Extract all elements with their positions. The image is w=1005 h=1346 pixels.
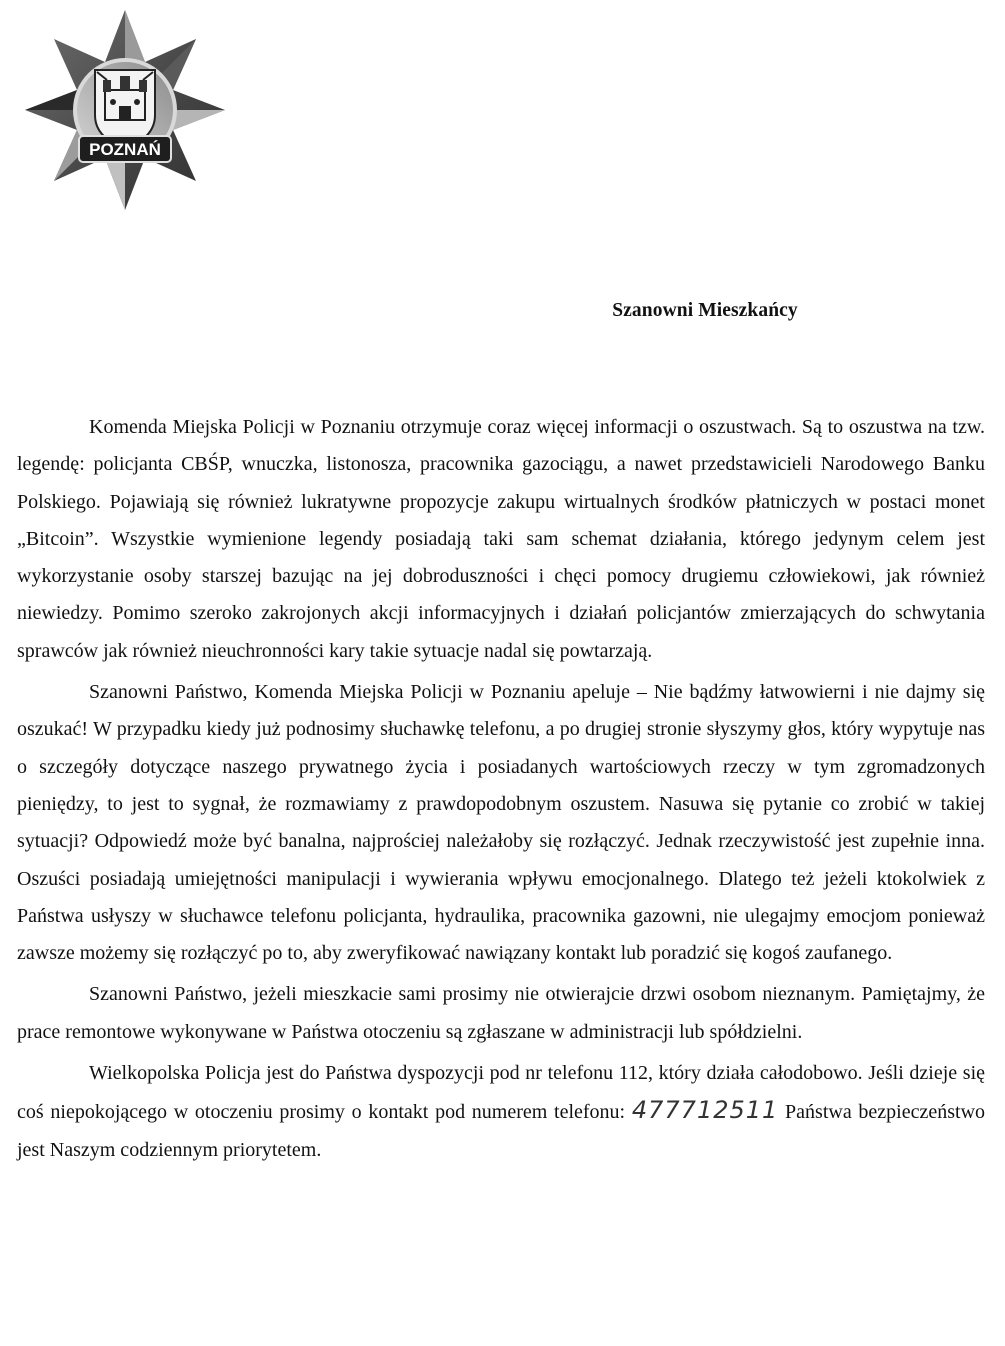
paragraph-1: Komenda Miejska Policji w Poznaniu otrzymuje coraz więcej informacji o oszustwach. Są to oszustwa na tzw. legendę: policjanta CBŚP, wnuczka, listonosza, pracownika gazociągu, a nawet przedstawicieli Narodowego Banku Polskiego. Pojawiają się również lukratywne propozycje zakupu wirtualnych środków płatniczych w postaci monet „Bitcoin”. Wszystkie wymienione legendy posiadają taki sam schemat działania, którego jedynym celem jest wykorzystanie osoby starszej bazując na jej dobroduszności i chęci pomocy drugiemu człowiekowi, jak również niewiedzy. Pomimo szeroko zakrojonych akcji informacyjnych i działań policjantów zmierzających do schwytania sprawców jak również nieuchronności kary takie sytuacje nadal się powtarzają. (17, 416, 985, 662)
letter-salutation: Szanowni Mieszkańcy (612, 300, 798, 321)
paragraph-4-line-1: Wielkopolska Policja jest do Państwa dyspozycji pod nr telefonu 112, który działa całodobowo. Jeśli dzieje się coś niepokojącego w otoczeniu prosimy o kontakt pod numerem telefonu: (17, 1062, 985, 1124)
handwritten-phone-number: 477712511 (631, 1096, 779, 1125)
police-star-badge-icon (18, 6, 233, 221)
letter-body (17, 409, 985, 1173)
paragraph-4-line-2: Państwa bezpieczeństwo jest Naszym codziennym priorytetem. (17, 1101, 986, 1161)
paragraph-3: Szanowni Państwo, jeżeli mieszkacie sami prosimy nie otwierajcie drzwi osobom nieznanym. Pamiętajmy, że prace remontowe wykonywane w Państwa otoczeniu są zgłaszane w administracji lub spółdzielni. (17, 983, 985, 1043)
paragraph-4 (17, 1055, 985, 1169)
police-badge-logo (18, 6, 233, 221)
badge-city-name: POZNAŃ (89, 140, 161, 159)
paragraph-2: Szanowni Państwo, Komenda Miejska Policji w Poznaniu apeluje – Nie bądźmy łatwowierni i nie dajmy się oszukać! W przypadku kiedy już podnosimy słuchawkę telefonu, a po drugiej stronie słyszymy głos, który wypytuje nas o szczegóły dotyczące naszego prywatnego życia i posiadanych wartościowych rzeczy w tym zgromadzonych pieniędzy, to jest to sygnał, że rozmawiamy z prawdopodobnym oszustem. Nasuwa się pytanie co zrobić w takiej sytuacji? Odpowiedź może być banalna, najprościej należałoby się rozłączyć. Jednak rzeczywistość jest zupełnie inna. Oszuści posiadają umiejętności manipulacji i wywierania wpływu emocjonalnego. Dlatego też jeżeli ktokolwiek z Państwa usłyszy w słuchawce telefonu policjanta, hydraulika, pracownika gazowni, nie ulegajmy emocjom ponieważ zawsze możemy się rozłączyć po to, aby zweryfikować nawiązany kontakt lub poradzić się kogoś zaufanego. (17, 681, 985, 965)
